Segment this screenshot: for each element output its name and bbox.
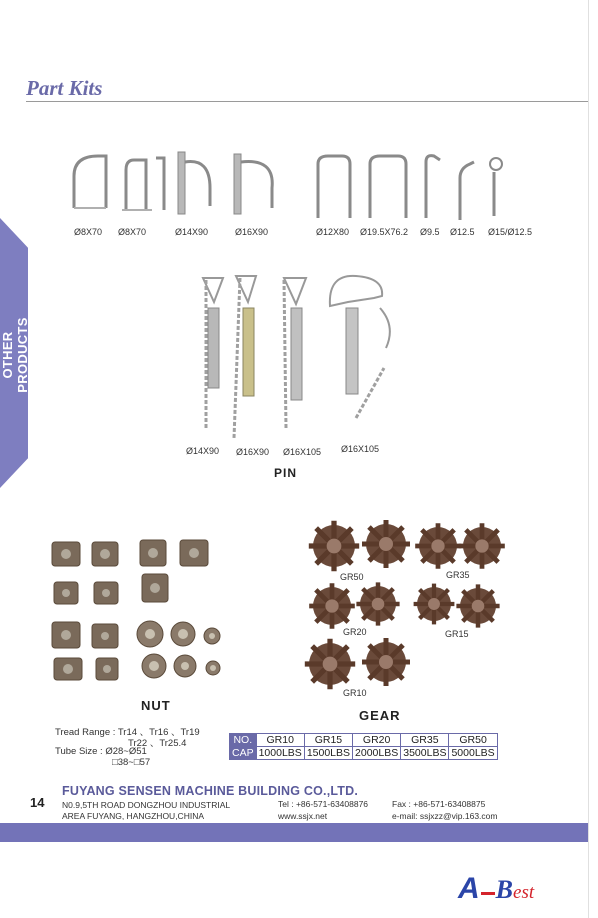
title-rule [26,101,598,102]
label-top-left-4: Ø16X90 [235,227,269,237]
model-cell: GR50 [449,734,497,747]
capacity-cell: 3500LBS [401,747,449,760]
website-link[interactable]: www.ssjx.net [278,811,328,821]
label-top-right-5: Ø15/Ø12.5 [488,227,533,237]
hitch-pin-illustration-group-1 [60,148,290,223]
model-cell: GR15 [304,734,352,747]
label-top-right-2: Ø19.5X76.2 [360,227,409,237]
gear-label-3: GR20 [343,627,367,637]
table-row [230,747,498,760]
logo-dash [481,892,495,895]
label-top-right-4: Ø12.5 [450,227,475,237]
fax: Fax : +86-571-63408875 [392,799,486,809]
page-number: 14 [30,795,45,810]
label-top-left-1: Ø8X70 [74,227,103,237]
gear-label-1: GR50 [340,572,364,582]
gear-label-2: GR35 [446,570,470,580]
logo-letter-b: B [495,875,514,904]
logo-letter-a: A [458,872,480,905]
model-cell: GR20 [353,734,401,747]
address-line-1: N0.9,5TH ROAD DONGZHOU INDUSTRIAL [62,800,231,810]
capacity-cell: 1000LBS [256,747,304,760]
gear-label-5: GR10 [343,688,367,698]
tread-range-line-2: Tr22 、Tr25.4 [128,738,187,749]
cap-label: CAP [230,747,257,760]
side-tab-label: OTHER PRODUCTS [0,317,30,393]
capacity-cell: 2000LBS [353,747,401,760]
model-cell: GR35 [401,734,449,747]
label-top-left-3: Ø14X90 [175,227,209,237]
tube-size-line-2: □38~□57 [112,757,151,768]
a-best-logo [458,872,534,906]
company-name: FUYANG SENSEN MACHINE BUILDING CO.,LTD. [62,784,359,798]
capacity-cell: 1500LBS [304,747,352,760]
page-title: Part Kits [26,76,103,100]
gear-capacity-table [229,733,498,760]
label-top-right-3: Ø9.5 [420,227,440,237]
pin-chain-illustration [188,268,418,446]
gear-illustration [302,520,512,690]
pin-label-1: Ø14X90 [186,446,220,456]
gear-label-4: GR15 [445,629,469,639]
nut-illustration [50,536,230,686]
pin-label-3: Ø16X105 [283,447,322,457]
pin-label-2: Ø16X90 [236,447,270,457]
no-label: NO. [230,734,257,747]
nut-heading: NUT [141,698,171,713]
tread-range-line-1: Tread Range : Tr14 、Tr16 、Tr19 [55,727,200,738]
email-link[interactable]: e-mail: ssjxzz@vip.163.com [392,811,498,821]
tube-size-line-1: Tube Size : Ø28~Ø51 [55,746,147,757]
page-edge [588,0,598,918]
gear-heading: GEAR [359,708,401,723]
tel: Tel : +86-571-63408876 [278,799,369,809]
pin-heading: PIN [274,466,298,480]
logo-suffix: est [513,882,535,903]
footer-band [0,823,598,842]
pin-label-4: Ø16X105 [341,444,380,454]
capacity-cell: 5000LBS [449,747,497,760]
label-top-right-1: Ø12X80 [316,227,350,237]
hitch-pin-illustration-group-2 [310,150,530,225]
label-top-left-2: Ø8X70 [118,227,147,237]
model-cell: GR10 [256,734,304,747]
address-line-2: AREA FUYANG, HANGZHOU,CHINA [62,811,204,821]
table-row [230,734,498,747]
